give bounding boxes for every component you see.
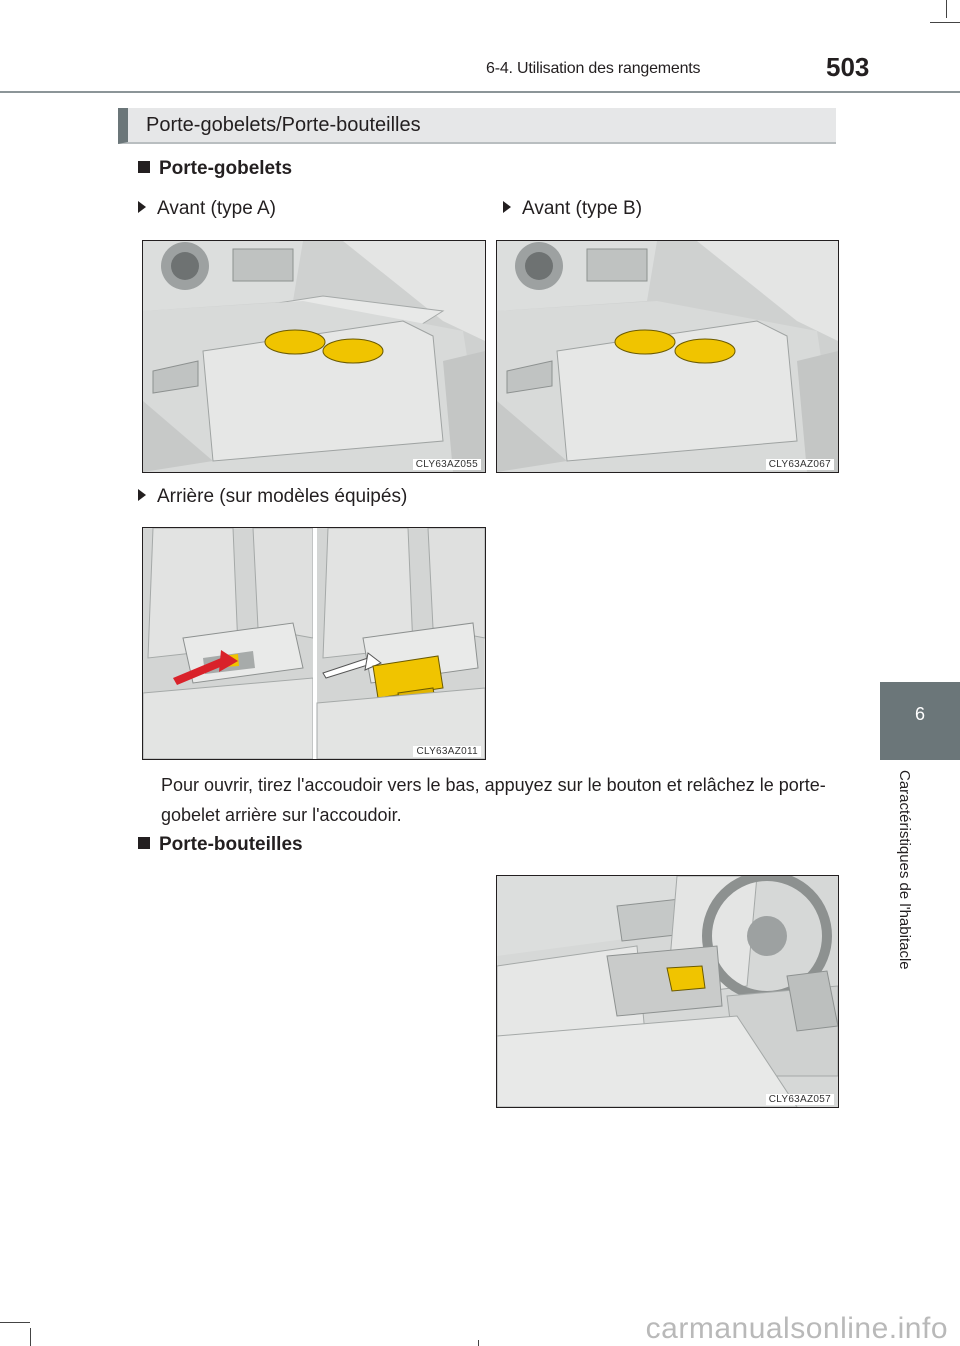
- front-type-a-label: Avant (type A): [138, 198, 276, 220]
- header-rule: [0, 91, 960, 93]
- figure-rear-cup-holder: [142, 527, 486, 760]
- figure-front-cup-holder-type-a: [142, 240, 486, 473]
- figure-code: CLY63AZ057: [766, 1094, 834, 1105]
- square-bullet-icon: [138, 161, 150, 173]
- figure-bottle-holder: [496, 875, 839, 1108]
- header-section-title: 6-4. Utilisation des rangements: [486, 60, 701, 77]
- footer-watermark: carmanualsonline.info: [645, 1312, 948, 1345]
- front-type-b-label: Avant (type B): [503, 198, 642, 220]
- section-title-bar: [118, 108, 836, 144]
- rear-cup-holder-instructions: Pour ouvrir, tirez l'accoudoir vers le bas, appuyez sur le bouton et relâchez le porte-gobelet arrière sur l'accoudoir.: [161, 775, 826, 825]
- rear-label: Arrière (sur modèles équipés): [138, 486, 407, 508]
- bottle-holders-heading: Porte-bouteilles: [138, 834, 303, 856]
- triangle-bullet-icon: [503, 201, 511, 213]
- triangle-bullet-icon: [138, 489, 146, 501]
- chapter-number: 6: [914, 704, 925, 724]
- figure-code: CLY63AZ011: [413, 746, 481, 757]
- section-title: Porte-gobelets/Porte-bouteilles: [146, 114, 421, 136]
- cup-holders-heading: Porte-gobelets: [138, 158, 292, 180]
- square-bullet-icon: [138, 837, 150, 849]
- figure-front-cup-holder-type-b: [496, 240, 839, 473]
- page-number: 503: [826, 52, 870, 82]
- figure-code: CLY63AZ055: [413, 459, 481, 470]
- triangle-bullet-icon: [138, 201, 146, 213]
- figure-code: CLY63AZ067: [766, 459, 834, 470]
- chapter-title: Caractéristiques de l'habitacle: [896, 770, 913, 970]
- chapter-tab: [880, 682, 960, 760]
